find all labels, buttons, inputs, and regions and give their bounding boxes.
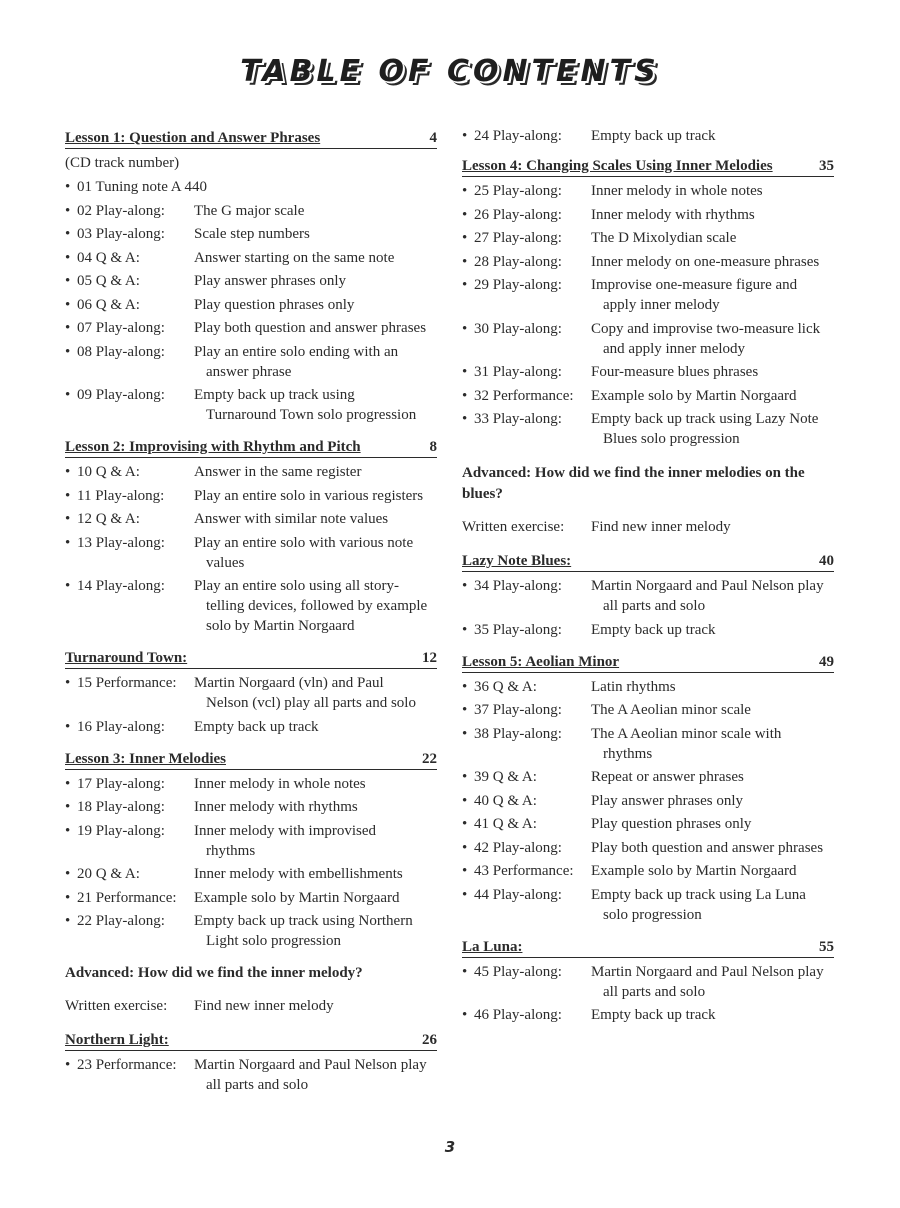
- section-heading[interactable]: [65, 648, 437, 669]
- track-description: Inner melody with rhythms: [591, 206, 755, 223]
- bullet-icon: •: [65, 273, 71, 289]
- bullet-icon: •: [65, 822, 71, 839]
- section-page-number: 35: [819, 158, 834, 174]
- bullet-icon: •: [462, 411, 468, 427]
- track-label: 16 Play-along:: [77, 718, 165, 735]
- toc-item: [462, 576, 834, 616]
- track-description: Four-measure blues phrases: [591, 364, 759, 380]
- toc-item: [462, 767, 834, 787]
- track-description: The G major scale: [194, 202, 305, 219]
- bullet-icon: •: [462, 702, 468, 718]
- section-heading[interactable]: [65, 749, 437, 770]
- track-description: Empty back up track: [591, 128, 716, 144]
- section-page-number: 55: [819, 938, 834, 955]
- track-description: Latin rhythms: [591, 678, 676, 695]
- bullet-icon: •: [65, 249, 71, 266]
- track-label: 44 Play-along:: [474, 886, 562, 903]
- description-line: and apply inner melody: [603, 340, 746, 357]
- track-description: The D Mixolydian scale: [591, 230, 737, 246]
- description-line: Martin Norgaard and Paul Nelson play: [194, 1057, 427, 1073]
- section-title: Lesson 5: Aeolian Minor: [462, 653, 620, 670]
- description-line: all parts and solo: [603, 983, 706, 1000]
- toc-item: [462, 791, 834, 811]
- toc-item: [462, 126, 834, 146]
- toc-item: [65, 224, 437, 244]
- bullet-icon: •: [462, 387, 468, 404]
- bullet-icon: •: [65, 889, 71, 906]
- advanced-question: Advanced: How did we find the inner melodies on the blues?: [462, 465, 805, 502]
- description-line: Martin Norgaard (vln) and Paul: [194, 675, 384, 691]
- bullet-icon: •: [462, 769, 468, 785]
- description-line: Copy and improvise two-measure lick: [591, 320, 821, 337]
- track-description: Inner melody in whole notes: [591, 183, 763, 199]
- section-heading[interactable]: [462, 652, 834, 673]
- track-description: Play question phrases only: [591, 816, 752, 832]
- bullet-icon: •: [65, 296, 71, 313]
- toc-item: [462, 362, 834, 382]
- description-line: telling devices, followed by example: [206, 598, 428, 614]
- track-label: 03 Play-along:: [77, 226, 165, 242]
- toc-item: [65, 509, 437, 529]
- description-line: all parts and solo: [206, 1077, 309, 1093]
- toc-column-left: [65, 125, 437, 1099]
- track-label: 24 Play-along:: [474, 128, 562, 144]
- track-label: 20 Q & A:: [77, 866, 140, 882]
- written-exercise-text: Find new inner melody: [194, 998, 334, 1014]
- track-description: [194, 533, 437, 573]
- description-line: Turnaround Town solo progression: [206, 407, 417, 423]
- toc-item: [462, 409, 834, 449]
- description-line: Light solo progression: [206, 933, 341, 949]
- track-label: 42 Play-along:: [474, 839, 562, 856]
- track-description: [194, 673, 437, 713]
- toc-item: [462, 962, 834, 1002]
- bullet-icon: •: [65, 913, 71, 929]
- track-description: Answer with similar note values: [194, 511, 389, 527]
- bullet-icon: •: [462, 253, 468, 270]
- track-label: 28 Play-along:: [474, 253, 562, 270]
- toc-item: [462, 620, 834, 640]
- toc-item: [65, 385, 437, 425]
- section-heading[interactable]: [65, 128, 437, 149]
- section-title: Lesson 2: Improvising with Rhythm and Pitch: [65, 439, 361, 455]
- section-title: Lesson 4: Changing Scales Using Inner Melodies: [462, 158, 773, 174]
- bullet-icon: •: [462, 725, 468, 742]
- description-line: Empty back up track using: [194, 387, 355, 403]
- description-line: apply inner melody: [603, 297, 720, 313]
- toc-item: [65, 1055, 437, 1095]
- bullet-icon: •: [462, 578, 468, 594]
- description-line: Empty back up track using Lazy Note: [591, 411, 819, 427]
- section-page-number: 22: [422, 750, 437, 767]
- bullet-icon: •: [462, 206, 468, 223]
- track-label: 22 Play-along:: [77, 913, 165, 929]
- track-label: 09 Play-along:: [77, 387, 165, 403]
- bullet-icon: •: [462, 230, 468, 246]
- track-description: [591, 885, 834, 925]
- toc-item: [462, 181, 834, 201]
- track-description: [591, 275, 834, 315]
- description-line: all parts and solo: [603, 598, 706, 614]
- track-description: Repeat or answer phrases: [591, 769, 744, 785]
- advanced-question: Advanced: How did we find the inner melody?: [65, 965, 363, 981]
- bullet-icon: •: [65, 866, 71, 882]
- track-label: 31 Play-along:: [474, 364, 562, 380]
- section-heading[interactable]: [65, 437, 437, 458]
- section-title: Turnaround Town:: [65, 650, 188, 666]
- track-label: 05 Q & A:: [77, 273, 140, 289]
- track-description: Inner melody with embellishments: [194, 866, 403, 882]
- track-description: Play both question and answer phrases: [591, 839, 824, 856]
- description-line: solo by Martin Norgaard: [206, 618, 355, 634]
- track-label: 32 Performance:: [474, 387, 574, 404]
- section-page-number: 49: [819, 653, 834, 670]
- bullet-icon: •: [462, 128, 468, 144]
- track-label: 10 Q & A:: [77, 464, 140, 480]
- toc-item: [462, 386, 834, 406]
- bullet-icon: •: [462, 621, 468, 638]
- track-description: Play answer phrases only: [591, 792, 744, 809]
- track-label: 43 Performance:: [474, 863, 574, 879]
- toc-item: [65, 864, 437, 884]
- bullet-icon: •: [462, 320, 468, 337]
- track-description: Play answer phrases only: [194, 273, 347, 289]
- toc-item: [462, 885, 834, 925]
- toc-item: [65, 271, 437, 291]
- description-line: Inner melody with improvised: [194, 822, 377, 839]
- track-label: 26 Play-along:: [474, 206, 562, 223]
- track-label: 29 Play-along:: [474, 277, 562, 293]
- bullet-icon: •: [65, 202, 71, 219]
- toc-item: [462, 838, 834, 858]
- toc-item: [462, 724, 834, 764]
- track-label: 38 Play-along:: [474, 725, 562, 742]
- bullet-icon: •: [65, 718, 71, 735]
- track-label: 01 Tuning note A 440: [77, 179, 208, 195]
- track-description: [194, 576, 437, 636]
- toc-item: [462, 814, 834, 834]
- track-description: Answer starting on the same note: [194, 249, 395, 266]
- toc-item: [65, 318, 437, 338]
- toc-item: [462, 228, 834, 248]
- description-line: Martin Norgaard and Paul Nelson play: [591, 578, 824, 594]
- track-label: 04 Q & A:: [77, 249, 140, 266]
- description-line: Empty back up track using Northern: [194, 913, 413, 929]
- description-line: Improvise one-measure figure and: [591, 277, 798, 293]
- section-page-number: 12: [422, 650, 437, 666]
- track-label: 21 Performance:: [77, 889, 177, 906]
- description-line: The A Aeolian minor scale with: [591, 725, 782, 742]
- written-exercise: [462, 517, 834, 537]
- toc-item: [65, 248, 437, 268]
- description-line: solo progression: [603, 906, 702, 923]
- description-line: values: [206, 554, 245, 571]
- bullet-icon: •: [65, 343, 71, 360]
- track-label: 15 Performance:: [77, 675, 177, 691]
- track-label: 30 Play-along:: [474, 320, 562, 337]
- track-description: [591, 576, 834, 616]
- section-page-number: 26: [422, 1032, 437, 1048]
- track-description: Empty back up track: [591, 621, 716, 638]
- track-label: 18 Play-along:: [77, 799, 165, 815]
- track-description: Play question phrases only: [194, 296, 355, 313]
- track-description: Play an entire solo in various registers: [194, 487, 424, 504]
- bullet-icon: •: [462, 816, 468, 832]
- written-exercise-text: Find new inner melody: [591, 519, 731, 535]
- track-label: 08 Play-along:: [77, 343, 165, 360]
- bullet-icon: •: [462, 792, 468, 809]
- track-description: Inner melody on one-measure phrases: [591, 253, 820, 270]
- toc-item: [65, 295, 437, 315]
- toc-item: [65, 462, 437, 482]
- written-exercise: [65, 996, 437, 1016]
- toc-item: [65, 717, 437, 737]
- bullet-icon: •: [65, 1057, 71, 1073]
- toc-item: [65, 177, 437, 197]
- bullet-icon: •: [462, 1007, 468, 1023]
- bullet-icon: •: [462, 678, 468, 695]
- toc-item: [65, 797, 437, 817]
- bullet-icon: •: [65, 511, 71, 527]
- toc-item: [65, 342, 437, 382]
- bullet-icon: •: [462, 963, 468, 980]
- track-description: [591, 724, 834, 764]
- bullet-icon: •: [462, 863, 468, 879]
- track-label: 17 Play-along:: [77, 775, 165, 792]
- bullet-icon: •: [65, 578, 71, 594]
- track-description: Play both question and answer phrases: [194, 320, 427, 336]
- toc-item: [462, 677, 834, 697]
- bullet-icon: •: [65, 387, 71, 403]
- description-line: Empty back up track using La Luna: [591, 886, 806, 903]
- track-label: 14 Play-along:: [77, 578, 165, 594]
- description-line: answer phrase: [206, 363, 292, 380]
- track-description: [591, 409, 834, 449]
- toc-item: [65, 888, 437, 908]
- track-label: 35 Play-along:: [474, 621, 562, 638]
- track-description: Example solo by Martin Norgaard: [194, 889, 400, 906]
- section-title: La Luna:: [462, 938, 523, 955]
- track-label: 45 Play-along:: [474, 963, 562, 980]
- section-page-number: 40: [819, 553, 834, 569]
- description-line: Play an entire solo ending with an: [194, 343, 399, 360]
- track-description: Example solo by Martin Norgaard: [591, 863, 797, 879]
- track-label: 46 Play-along:: [474, 1007, 562, 1023]
- track-description: [591, 962, 834, 1002]
- toc-item: [65, 774, 437, 794]
- description-line: Play an entire solo using all story-: [194, 578, 399, 594]
- track-description: Empty back up track: [591, 1007, 716, 1023]
- track-label: 39 Q & A:: [474, 769, 537, 785]
- track-label: 34 Play-along:: [474, 578, 562, 594]
- description-line: Martin Norgaard and Paul Nelson play: [591, 963, 824, 980]
- track-label: 13 Play-along:: [77, 534, 165, 551]
- written-exercise-label: Written exercise:: [65, 998, 168, 1014]
- section-heading[interactable]: [462, 156, 834, 177]
- section-title: Lesson 1: Question and Answer Phrases: [65, 130, 321, 146]
- track-description: The A Aeolian minor scale: [591, 702, 751, 718]
- toc-item: [65, 911, 437, 951]
- track-number-note: (CD track number): [65, 155, 180, 171]
- toc-item: [65, 486, 437, 506]
- toc-item: [65, 533, 437, 573]
- written-exercise-label: Written exercise:: [462, 519, 565, 535]
- track-description: Empty back up track: [194, 718, 319, 735]
- bullet-icon: •: [65, 179, 71, 195]
- track-label: 06 Q & A:: [77, 296, 140, 313]
- bullet-icon: •: [65, 226, 71, 242]
- toc-item: [462, 205, 834, 225]
- track-label: 37 Play-along:: [474, 702, 562, 718]
- description-line: rhythms: [206, 842, 256, 859]
- track-label: 40 Q & A:: [474, 792, 537, 809]
- section-heading[interactable]: [65, 1030, 437, 1051]
- track-description: [194, 1055, 437, 1095]
- bullet-icon: •: [65, 487, 71, 504]
- track-label: 33 Play-along:: [474, 411, 562, 427]
- track-description: [194, 342, 437, 382]
- description-line: Play an entire solo with various note: [194, 534, 414, 551]
- track-description: Example solo by Martin Norgaard: [591, 387, 797, 404]
- track-label: 36 Q & A:: [474, 678, 537, 695]
- track-description: Inner melody with rhythms: [194, 799, 358, 815]
- section-title: Lesson 3: Inner Melodies: [65, 750, 226, 767]
- toc-item: [65, 576, 437, 636]
- section-page-number: 8: [429, 439, 437, 455]
- section-page-number: 4: [429, 130, 437, 146]
- description-line: rhythms: [603, 745, 653, 762]
- toc-column-right: [462, 125, 834, 1029]
- page-title: TABLE OF CONTENTS: [240, 54, 660, 89]
- bullet-icon: •: [65, 464, 71, 480]
- bullet-icon: •: [462, 277, 468, 293]
- track-label: 27 Play-along:: [474, 230, 562, 246]
- track-label: 07 Play-along:: [77, 320, 165, 336]
- track-description: [194, 911, 437, 951]
- bullet-icon: •: [462, 183, 468, 199]
- toc-item: [65, 821, 437, 861]
- track-description: [591, 319, 834, 359]
- bullet-icon: •: [65, 320, 71, 336]
- bullet-icon: •: [462, 886, 468, 903]
- toc-item: [462, 1005, 834, 1025]
- toc-item: [462, 319, 834, 359]
- bullet-icon: •: [462, 839, 468, 856]
- track-label: 25 Play-along:: [474, 183, 562, 199]
- bullet-icon: •: [462, 364, 468, 380]
- track-label: 23 Performance:: [77, 1057, 177, 1073]
- bullet-icon: •: [65, 534, 71, 551]
- toc-item: [462, 861, 834, 881]
- toc-item: [462, 252, 834, 272]
- track-description: Scale step numbers: [194, 226, 310, 242]
- track-label: 12 Q & A:: [77, 511, 140, 527]
- description-line: Nelson (vcl) play all parts and solo: [206, 695, 416, 711]
- track-description: [194, 821, 437, 861]
- bullet-icon: •: [65, 775, 71, 792]
- track-label: 11 Play-along:: [77, 487, 165, 504]
- toc-item: [65, 201, 437, 221]
- track-label: 02 Play-along:: [77, 202, 165, 219]
- bullet-icon: •: [65, 799, 71, 815]
- section-heading[interactable]: [462, 551, 834, 572]
- track-label: 19 Play-along:: [77, 822, 165, 839]
- section-heading[interactable]: [462, 937, 834, 958]
- section-title: Northern Light:: [65, 1032, 169, 1048]
- section-title: Lazy Note Blues:: [462, 553, 572, 569]
- toc-item: [462, 700, 834, 720]
- toc-item: [462, 275, 834, 315]
- page-number: 3: [444, 1138, 456, 1156]
- description-line: Blues solo progression: [603, 431, 740, 447]
- track-description: Inner melody in whole notes: [194, 775, 366, 792]
- track-description: Answer in the same register: [194, 464, 362, 480]
- toc-item: [65, 673, 437, 713]
- bullet-icon: •: [65, 675, 71, 691]
- track-label: 41 Q & A:: [474, 816, 537, 832]
- track-description: [194, 385, 437, 425]
